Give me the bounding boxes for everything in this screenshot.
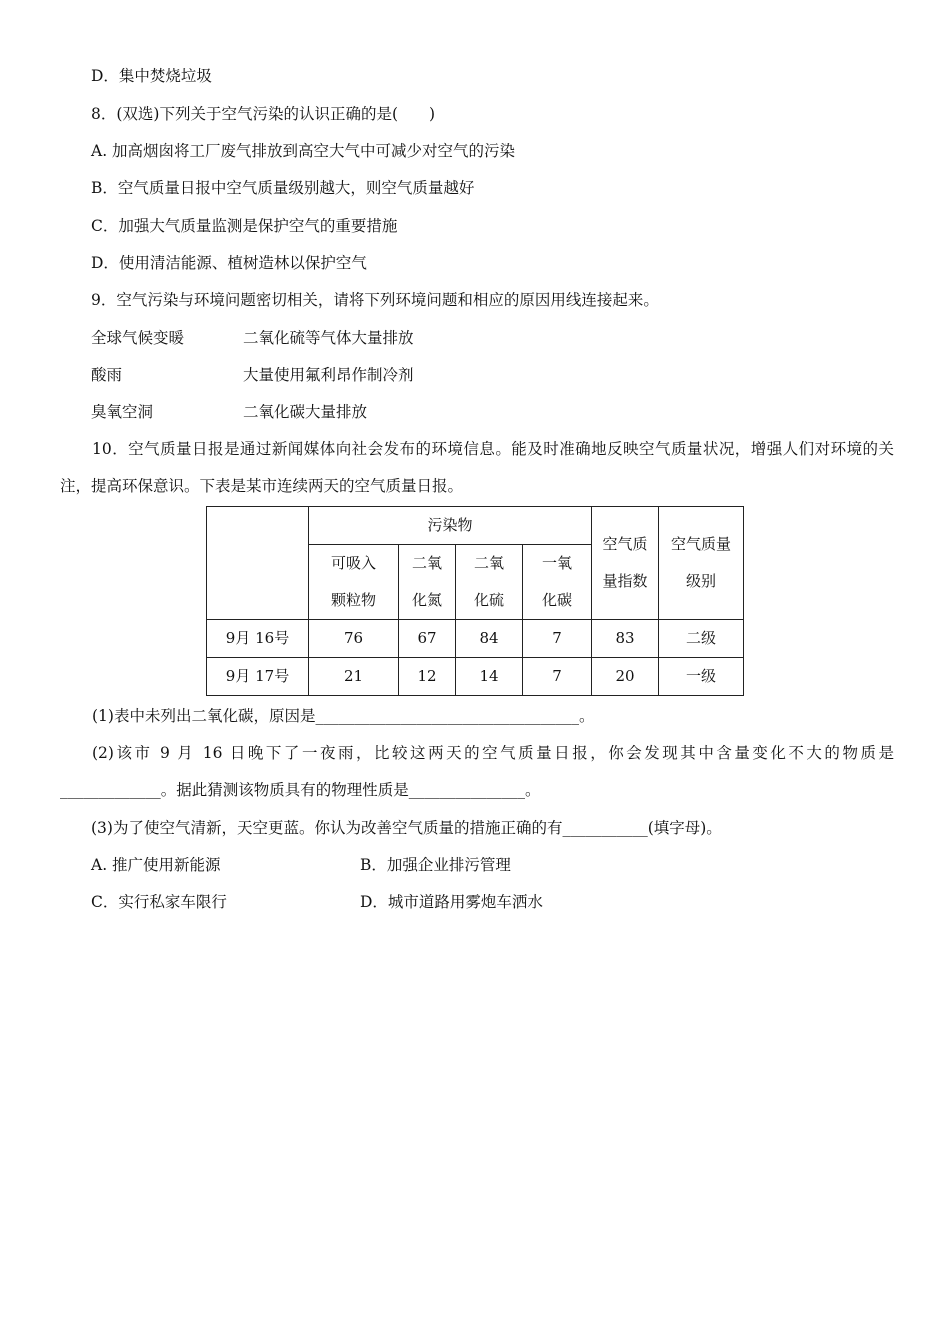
so2-cell: 14 xyxy=(456,658,523,696)
level-header: 空气质量 级别 xyxy=(659,507,744,620)
table-row xyxy=(207,658,744,696)
q9-stem: 9．空气污染与环境问题密切相关，请将下列环境问题和相应的原因用线连接起来。 xyxy=(91,291,659,309)
so2-header: 二氧 化硫 xyxy=(456,545,523,620)
aqi-cell: 20 xyxy=(592,658,659,696)
q9-cause-3: 二氧化碳大量排放 xyxy=(243,403,368,421)
q10-sub2: (2)该市 9 月 16 日晚下了一夜雨，比较这两天的空气质量日报，你会发现其中含量变化不大的物质是_____________。据此猜测该物质具有的物理性质是_______________。 xyxy=(60,744,894,799)
level-cell: 一级 xyxy=(659,658,744,696)
pm-header: 可吸入 颗粒物 xyxy=(309,545,399,620)
q8-option-b: B．空气质量日报中空气质量级别越大，则空气质量越好 xyxy=(91,179,475,197)
table-row xyxy=(207,620,744,658)
q10-option-a: A. 推广使用新能源 xyxy=(91,856,221,874)
q10-sub1: (1)表中未列出二氧化碳，原因是__________________________________。 xyxy=(92,707,595,725)
aqi-cell: 83 xyxy=(592,620,659,658)
aqi-header: 空气质 量指数 xyxy=(592,507,659,620)
q10-option-d: D．城市道路用雾炮车洒水 xyxy=(360,893,543,911)
pm-cell: 76 xyxy=(309,620,399,658)
no2-header: 二氧 化氮 xyxy=(399,545,456,620)
co-cell: 7 xyxy=(523,658,592,696)
no2-cell: 12 xyxy=(399,658,456,696)
q9-cause-2: 大量使用氟利昂作制冷剂 xyxy=(243,366,414,384)
q9-problem-1: 全球气候变暖 xyxy=(91,329,185,347)
q8-option-d: D．使用清洁能源、植树造林以保护空气 xyxy=(91,254,367,272)
pollutant-header: 污染物 xyxy=(309,507,592,545)
level-cell: 二级 xyxy=(659,620,744,658)
q9-cause-1: 二氧化硫等气体大量排放 xyxy=(243,329,414,347)
no2-cell: 67 xyxy=(399,620,456,658)
q7-option-d: D．集中焚烧垃圾 xyxy=(91,67,212,85)
table-corner-cell xyxy=(207,507,309,620)
q10-sub3: (3)为了使空气清新，天空更蓝。你认为改善空气质量的措施正确的有___________(填字母)。 xyxy=(91,819,722,837)
q8-option-a: A. 加高烟囱将工厂废气排放到高空大气中可减少对空气的污染 xyxy=(91,142,516,160)
so2-cell: 84 xyxy=(456,620,523,658)
q9-problem-3: 臭氧空洞 xyxy=(91,403,154,421)
q10-option-b: B．加强企业排污管理 xyxy=(360,856,511,874)
co-cell: 7 xyxy=(523,620,592,658)
q8-option-c: C．加强大气质量监测是保护空气的重要措施 xyxy=(91,217,398,235)
air-quality-table xyxy=(206,506,744,696)
co-header: 一氧 化碳 xyxy=(523,545,592,620)
date-cell: 9月 16号 xyxy=(207,620,309,658)
date-cell: 9月 17号 xyxy=(207,658,309,696)
q10-stem: 10．空气质量日报是通过新闻媒体向社会发布的环境信息。能及时准确地反映空气质量状况，增强人们对环境的关注，提高环保意识。下表是某市连续两天的空气质量日报。 xyxy=(60,440,894,495)
q8-stem: 8．(双选)下列关于空气污染的认识正确的是( ) xyxy=(91,105,436,123)
q9-problem-2: 酸雨 xyxy=(91,366,123,384)
pm-cell: 21 xyxy=(309,658,399,696)
q10-option-c: C．实行私家车限行 xyxy=(91,893,227,911)
